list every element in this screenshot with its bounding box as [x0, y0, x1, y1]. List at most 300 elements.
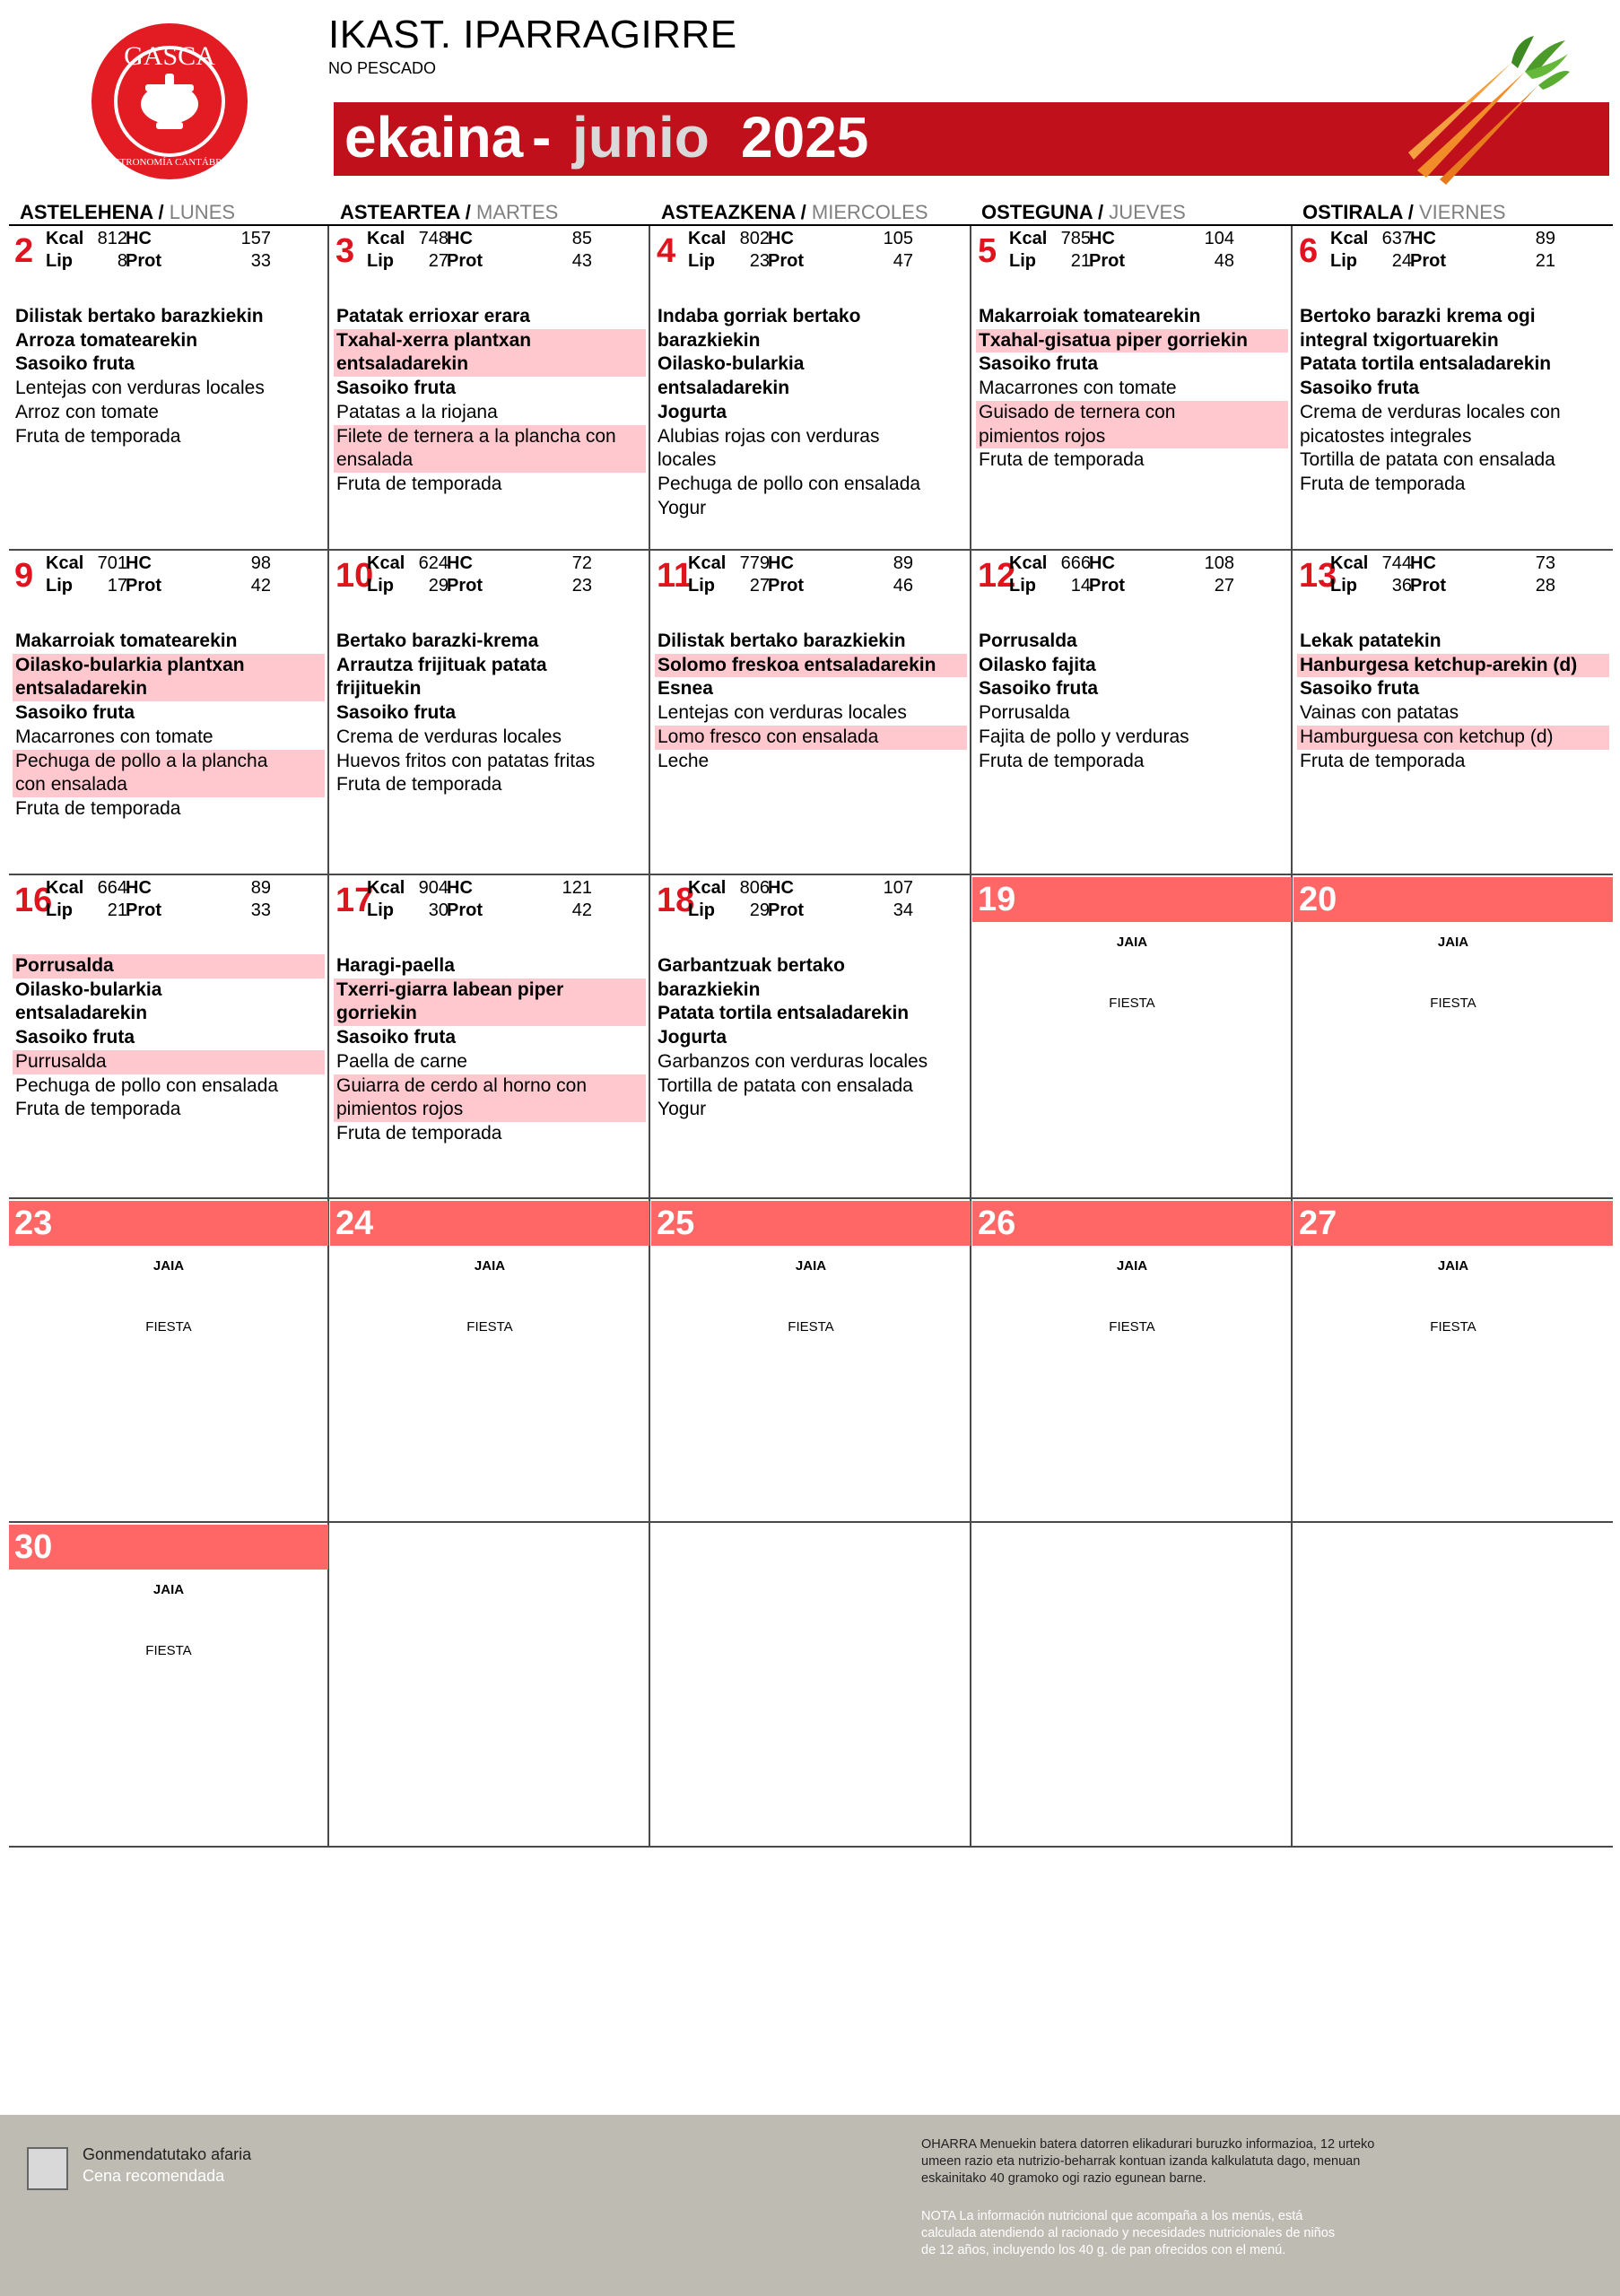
lip-label: Lip	[1009, 576, 1036, 596]
holiday-label-spanish: FIESTA	[145, 1643, 192, 1658]
dish-list	[334, 630, 646, 797]
kcal-value: 748	[418, 229, 449, 248]
day-cell	[330, 1201, 649, 1522]
holiday-label-spanish: FIESTA	[1109, 996, 1155, 1011]
lip-label: Lip	[367, 900, 394, 920]
day-header	[972, 228, 1292, 273]
day-cell	[651, 228, 971, 549]
recommended-dinner-line: Txahal-gisatua piper gorriekin	[976, 329, 1288, 353]
day-number: 23	[14, 1205, 53, 1242]
prot-label: Prot	[768, 251, 804, 271]
row-divider	[9, 874, 1613, 875]
dish-line: Jogurta	[658, 1027, 727, 1048]
holiday-label-spanish: FIESTA	[1430, 1319, 1476, 1335]
day-number: 6	[1299, 232, 1319, 270]
hc-value: 107	[883, 878, 913, 898]
dish-line: Sasoiko fruta	[15, 1027, 135, 1048]
kcal-value: 785	[1060, 229, 1091, 248]
hc-label: HC	[1410, 553, 1436, 573]
dish-line: Sasoiko fruta	[1300, 378, 1420, 399]
month-spanish: junio	[572, 105, 710, 170]
weekday-thursday: OSTEGUNA / JUEVES	[981, 201, 1186, 223]
recommended-dinner-line: entsaladarekin	[13, 677, 325, 701]
nutrition-note-spanish: NOTA La información nutricional que acompaña a los menús, está calculada atendiendo al racionado y necesidades nutricionales de niños de 12 años, incluyendo los 40 g. de pan ofrecidos con el menú.	[921, 2209, 1336, 2257]
day-number: 11	[657, 557, 693, 595]
dish-line: Oilasko fajita	[979, 654, 1096, 675]
footer	[0, 2115, 1620, 2296]
kcal-value: 802	[739, 229, 770, 248]
day-cell	[972, 228, 1292, 549]
dish-line: Yogur	[658, 1099, 707, 1120]
kcal-label: Kcal	[367, 553, 405, 573]
day-number: 9	[14, 557, 34, 595]
dish-line: Makarroiak tomatearekin	[979, 306, 1201, 326]
menu-type: NO PESCADO	[328, 59, 437, 77]
dish-line: Lentejas con verduras locales	[658, 702, 907, 724]
day-header	[972, 1201, 1292, 1246]
dish-line: Fruta de temporada	[336, 774, 502, 796]
legend-label-basque: Gonmendatutako afaria	[83, 2145, 252, 2163]
hc-value: 73	[1535, 553, 1555, 573]
holiday-label-basque: JAIA	[1437, 1258, 1469, 1274]
dish-line: Arroza tomatearekin	[15, 329, 198, 351]
day-cell	[9, 228, 328, 549]
dish-line: Porrusalda	[979, 702, 1070, 724]
hc-label: HC	[447, 878, 473, 898]
recommended-dinner-line: gorriekin	[334, 1002, 646, 1026]
lip-value: 30	[428, 900, 449, 920]
dish-line: Fruta de temporada	[1300, 750, 1466, 771]
dish-list	[655, 954, 967, 1122]
lip-label: Lip	[46, 900, 73, 920]
recommended-dinner-line: Guiarra de cerdo al horno con	[334, 1074, 646, 1099]
prot-value: 42	[571, 900, 592, 920]
school-title: IKAST. IPARRAGIRRE	[328, 13, 737, 57]
recommended-dinner-line: Purrusalda	[13, 1050, 325, 1074]
dish-line: Jogurta	[658, 401, 727, 422]
dish-line: Lekak patatekin	[1300, 631, 1441, 651]
prot-value: 33	[250, 251, 271, 271]
recommended-dinner-line: Hanburgesa ketchup-arekin (d)	[1297, 654, 1609, 678]
dish-line: Huevos fritos con patatas fritas	[336, 750, 596, 771]
prot-value: 34	[893, 900, 913, 920]
dish-line: Patatak errioxar erara	[336, 306, 530, 326]
hc-value: 89	[893, 553, 913, 573]
dish-line: Porrusalda	[979, 631, 1077, 651]
day-number: 20	[1299, 881, 1337, 918]
prot-value: 23	[571, 576, 592, 596]
lip-value: 27	[749, 576, 770, 596]
dish-line: Oilasko-bularkia	[15, 978, 162, 1000]
recommended-dinner-line: Pechuga de pollo a la plancha	[13, 750, 325, 774]
hc-label: HC	[1089, 553, 1115, 573]
hc-value: 105	[883, 229, 913, 248]
day-header	[1293, 228, 1613, 273]
dish-list	[655, 630, 967, 773]
day-number: 24	[335, 1205, 374, 1242]
prot-label: Prot	[1410, 251, 1446, 271]
holiday-label-basque: JAIA	[474, 1258, 506, 1274]
recommended-dinner-line: Guisado de ternera con	[976, 401, 1288, 425]
dish-line: entsaladarekin	[658, 378, 790, 399]
kcal-value: 806	[739, 878, 770, 898]
lip-label: Lip	[367, 576, 394, 596]
day-header	[330, 1201, 649, 1246]
prot-label: Prot	[768, 576, 804, 596]
legend-swatch	[27, 2147, 68, 2190]
dish-line: Patata tortila entsaladarekin	[1300, 353, 1552, 375]
dish-line: Crema de verduras locales con	[1300, 401, 1561, 422]
dish-line: locales	[658, 449, 717, 471]
dish-line: Haragi-paella	[336, 955, 455, 976]
weekday-divider	[9, 224, 1613, 226]
dish-line: Pechuga de pollo con ensalada	[15, 1074, 279, 1096]
kcal-value: 637	[1381, 229, 1412, 248]
hc-label: HC	[126, 878, 152, 898]
recommended-dinner-line: Lomo fresco con ensalada	[655, 726, 967, 750]
day-number: 13	[1299, 557, 1337, 595]
holiday-label-spanish: FIESTA	[788, 1319, 834, 1335]
dish-line: Fruta de temporada	[1300, 473, 1466, 494]
kcal-label: Kcal	[46, 553, 84, 573]
day-cell	[9, 552, 328, 874]
lip-label: Lip	[688, 251, 715, 271]
lip-label: Lip	[46, 251, 73, 271]
nutrition-note-basque: OHARRA Menuekin batera datorren elikadurari buruzko informazioa, 12 urteko umeen razio eta nutrizio-beharrak kontuan izanda kalkulatuta dago, menuan eskainitako 40 gramoko ogi razio egunean barne.	[921, 2137, 1375, 2186]
day-header	[1293, 552, 1613, 597]
recommended-dinner-line: Hamburguesa con ketchup (d)	[1297, 726, 1609, 750]
dish-line: Fruta de temporada	[15, 425, 181, 447]
dish-line: Alubias rojas con verduras	[658, 425, 880, 447]
dish-line: Pechuga de pollo con ensalada	[658, 473, 921, 494]
prot-label: Prot	[1089, 251, 1125, 271]
day-number: 25	[657, 1205, 695, 1242]
lip-value: 29	[749, 900, 770, 920]
kcal-label: Kcal	[1009, 229, 1048, 248]
dish-line: Arrautza frijituak patata	[336, 654, 547, 675]
kcal-label: Kcal	[688, 878, 727, 898]
prot-label: Prot	[126, 576, 161, 596]
day-number: 17	[335, 882, 374, 919]
day-header	[1293, 877, 1613, 922]
kcal-value: 664	[97, 878, 127, 898]
weekday-friday: OSTIRALA / VIERNES	[1302, 201, 1506, 223]
day-cell	[651, 552, 971, 874]
prot-value: 48	[1214, 251, 1234, 271]
hc-value: 89	[250, 878, 271, 898]
hc-label: HC	[126, 229, 152, 248]
hc-value: 98	[250, 553, 271, 573]
row-divider	[9, 549, 1613, 551]
day-cell	[330, 228, 649, 549]
legend-label-spanish: Cena recomendada	[83, 2167, 225, 2185]
day-header	[9, 1201, 328, 1246]
kcal-label: Kcal	[367, 878, 405, 898]
dish-list	[334, 305, 646, 497]
day-number: 26	[978, 1205, 1016, 1242]
lip-value: 24	[1391, 251, 1412, 271]
month-year: 2025	[741, 105, 869, 170]
dish-line: Macarrones con tomate	[979, 378, 1177, 399]
day-number: 27	[1299, 1205, 1337, 1242]
kcal-label: Kcal	[46, 878, 84, 898]
recommended-dinner-line: con ensalada	[13, 773, 325, 797]
dish-line: barazkiekin	[658, 329, 761, 351]
day-cell	[330, 552, 649, 874]
day-header	[651, 1201, 971, 1246]
kcal-label: Kcal	[367, 229, 405, 248]
dish-line: Fruta de temporada	[336, 473, 502, 494]
prot-value: 42	[250, 576, 271, 596]
dish-line: Leche	[658, 750, 710, 771]
day-number: 10	[335, 557, 374, 595]
recommended-dinner-line: Porrusalda	[13, 954, 325, 978]
hc-label: HC	[447, 229, 473, 248]
holiday-label-basque: JAIA	[1116, 935, 1148, 950]
kcal-value: 701	[97, 553, 127, 573]
day-number: 18	[657, 882, 695, 919]
day-cell	[1293, 228, 1613, 549]
day-header	[9, 1525, 328, 1570]
day-cell	[1293, 877, 1613, 1198]
month-separator: -	[532, 105, 552, 170]
lip-value: 21	[107, 900, 127, 920]
kcal-value: 904	[418, 878, 449, 898]
day-cell	[1293, 1201, 1613, 1522]
prot-label: Prot	[1410, 576, 1446, 596]
day-cell	[972, 1201, 1292, 1522]
day-header	[651, 228, 971, 273]
dish-line: Sasoiko fruta	[979, 353, 1099, 375]
prot-label: Prot	[126, 251, 161, 271]
lip-label: Lip	[46, 576, 73, 596]
dish-line: Garbanzos con verduras locales	[658, 1050, 928, 1072]
day-number: 19	[978, 881, 1016, 918]
carrots-icon	[1390, 36, 1570, 188]
day-cell	[972, 552, 1292, 874]
day-cell	[9, 1525, 328, 1846]
lip-value: 8	[117, 251, 127, 271]
dish-line: Crema de verduras locales	[336, 726, 562, 747]
day-number: 12	[978, 557, 1016, 595]
day-header	[330, 552, 649, 597]
recommended-dinner-line: pimientos rojos	[334, 1098, 646, 1122]
dish-line: Tortilla de patata con ensalada	[658, 1074, 913, 1096]
prot-value: 33	[250, 900, 271, 920]
lip-label: Lip	[1330, 251, 1357, 271]
day-number: 5	[978, 232, 997, 270]
recommended-dinner-line: Txerri-giarra labean piper	[334, 978, 646, 1003]
day-cell	[651, 877, 971, 1198]
lip-label: Lip	[367, 251, 394, 271]
dish-line: Sasoiko fruta	[15, 353, 135, 375]
weekday-wednesday: ASTEAZKENA / MIERCOLES	[661, 201, 928, 223]
lip-label: Lip	[688, 900, 715, 920]
hc-value: 85	[571, 229, 592, 248]
kcal-value: 744	[1381, 553, 1412, 573]
holiday-label-spanish: FIESTA	[145, 1319, 192, 1335]
hc-label: HC	[768, 878, 794, 898]
lip-label: Lip	[1330, 576, 1357, 596]
prot-label: Prot	[447, 576, 483, 596]
dish-line: Sasoiko fruta	[336, 702, 457, 724]
recommended-dinner-line: Filete de ternera a la plancha con	[334, 425, 646, 449]
lip-value: 21	[1070, 251, 1091, 271]
hc-label: HC	[126, 553, 152, 573]
kcal-value: 812	[97, 229, 127, 248]
day-header	[972, 877, 1292, 922]
dish-line: Oilasko-bularkia	[658, 353, 805, 375]
dish-list	[655, 305, 967, 520]
hc-value: 72	[571, 553, 592, 573]
day-header	[330, 228, 649, 273]
dish-list	[1297, 305, 1609, 497]
kcal-label: Kcal	[688, 229, 727, 248]
hc-label: HC	[1410, 229, 1436, 248]
prot-label: Prot	[1089, 576, 1125, 596]
month-basque: ekaina	[344, 105, 524, 170]
lip-value: 27	[428, 251, 449, 271]
day-header	[651, 877, 971, 922]
day-cell	[9, 877, 328, 1198]
hc-value: 89	[1535, 229, 1555, 248]
dish-line: Arroz con tomate	[15, 401, 159, 422]
holiday-label-spanish: FIESTA	[1430, 996, 1476, 1011]
day-header	[651, 552, 971, 597]
weekday-tuesday: ASTEARTEA / MARTES	[340, 201, 559, 223]
hc-label: HC	[768, 553, 794, 573]
day-header	[9, 552, 328, 597]
prot-value: 43	[571, 251, 592, 271]
dish-line: Dilistak bertako barazkiekin	[15, 306, 264, 326]
lip-value: 23	[749, 251, 770, 271]
holiday-label-basque: JAIA	[1116, 1258, 1148, 1274]
hc-value: 121	[562, 878, 592, 898]
kcal-value: 666	[1060, 553, 1091, 573]
hc-value: 157	[240, 229, 271, 248]
dish-line: Fruta de temporada	[336, 1122, 502, 1144]
holiday-label-spanish: FIESTA	[1109, 1319, 1155, 1335]
dish-line: Vainas con patatas	[1300, 702, 1459, 724]
dish-line: Fruta de temporada	[15, 797, 181, 819]
lip-value: 29	[428, 576, 449, 596]
dish-line: Sasoiko fruta	[1300, 678, 1420, 700]
dish-line: Yogur	[658, 497, 707, 518]
day-number: 3	[335, 232, 355, 270]
prot-value: 46	[893, 576, 913, 596]
gasca-logo	[90, 22, 249, 181]
dish-line: Dilistak bertako barazkiekin	[658, 631, 906, 651]
dish-line: Fruta de temporada	[979, 449, 1145, 471]
dish-line: Macarrones con tomate	[15, 726, 213, 747]
kcal-label: Kcal	[46, 229, 84, 248]
dish-list	[13, 630, 325, 822]
prot-value: 21	[1535, 251, 1555, 271]
hc-label: HC	[1089, 229, 1115, 248]
dish-line: Tortilla de patata con ensalada	[1300, 449, 1555, 471]
day-header	[9, 877, 328, 922]
dish-line: Bertako barazki-krema	[336, 631, 539, 651]
prot-value: 27	[1214, 576, 1234, 596]
day-cell	[651, 1201, 971, 1522]
day-number: 4	[657, 232, 676, 270]
day-cell	[9, 1201, 328, 1522]
prot-label: Prot	[126, 900, 161, 920]
dish-line: Paella de carne	[336, 1050, 467, 1072]
dish-line: Fajita de pollo y verduras	[979, 726, 1189, 747]
day-cell	[330, 877, 649, 1198]
dish-line: picatostes integrales	[1300, 425, 1472, 447]
prot-label: Prot	[447, 251, 483, 271]
dish-line: Patata tortila entsaladarekin	[658, 1003, 910, 1024]
day-header	[972, 552, 1292, 597]
dish-line: integral txigortuarekin	[1300, 329, 1499, 351]
kcal-value: 624	[418, 553, 449, 573]
kcal-label: Kcal	[688, 553, 727, 573]
dish-line: Makarroiak tomatearekin	[15, 631, 238, 651]
day-number: 30	[14, 1528, 53, 1566]
holiday-label-basque: JAIA	[152, 1582, 185, 1597]
dish-line: Sasoiko fruta	[979, 678, 1099, 700]
hc-label: HC	[447, 553, 473, 573]
recommended-dinner-line: pimientos rojos	[976, 425, 1288, 449]
dish-line: Sasoiko fruta	[336, 378, 457, 399]
dish-line: Patatas a la riojana	[336, 401, 498, 422]
day-header	[330, 877, 649, 922]
holiday-label-basque: JAIA	[1437, 935, 1469, 950]
lip-label: Lip	[1009, 251, 1036, 271]
recommended-dinner-line: Txahal-xerra plantxan	[334, 329, 646, 353]
hc-label: HC	[768, 229, 794, 248]
dish-list	[1297, 630, 1609, 773]
prot-label: Prot	[768, 900, 804, 920]
prot-value: 47	[893, 251, 913, 271]
dish-line: Bertoko barazki krema ogi	[1300, 306, 1536, 326]
kcal-label: Kcal	[1330, 553, 1369, 573]
prot-label: Prot	[447, 900, 483, 920]
dish-line: Fruta de temporada	[15, 1099, 181, 1120]
hc-value: 108	[1204, 553, 1234, 573]
dish-line: Indaba gorriak bertako	[658, 306, 861, 326]
svg-text:GASCA: GASCA	[124, 41, 215, 71]
recommended-dinner-line: entsaladarekin	[334, 352, 646, 377]
dish-list	[976, 305, 1288, 473]
dish-line: Sasoiko fruta	[336, 1027, 457, 1048]
holiday-label-basque: JAIA	[795, 1258, 827, 1274]
dish-list	[976, 630, 1288, 773]
dish-line: Garbantzuak bertako	[658, 955, 845, 976]
prot-value: 28	[1535, 576, 1555, 596]
lip-label: Lip	[688, 576, 715, 596]
recommended-dinner-line: Solomo freskoa entsaladarekin	[655, 654, 967, 678]
day-header	[9, 228, 328, 273]
dish-line: Sasoiko fruta	[15, 702, 135, 724]
dish-line: Fruta de temporada	[979, 750, 1145, 771]
kcal-label: Kcal	[1009, 553, 1048, 573]
day-number: 16	[14, 882, 53, 919]
kcal-value: 779	[739, 553, 770, 573]
day-cell	[1293, 552, 1613, 874]
recommended-dinner-line: Oilasko-bularkia plantxan	[13, 654, 325, 678]
row-divider	[9, 1846, 1613, 1848]
recommended-dinner-line: ensalada	[334, 448, 646, 473]
dish-line: Esnea	[658, 678, 713, 700]
day-header	[1293, 1201, 1613, 1246]
dish-line: entsaladarekin	[15, 1003, 148, 1024]
day-cell	[972, 877, 1292, 1198]
dish-list	[334, 954, 646, 1146]
holiday-label-basque: JAIA	[152, 1258, 185, 1274]
